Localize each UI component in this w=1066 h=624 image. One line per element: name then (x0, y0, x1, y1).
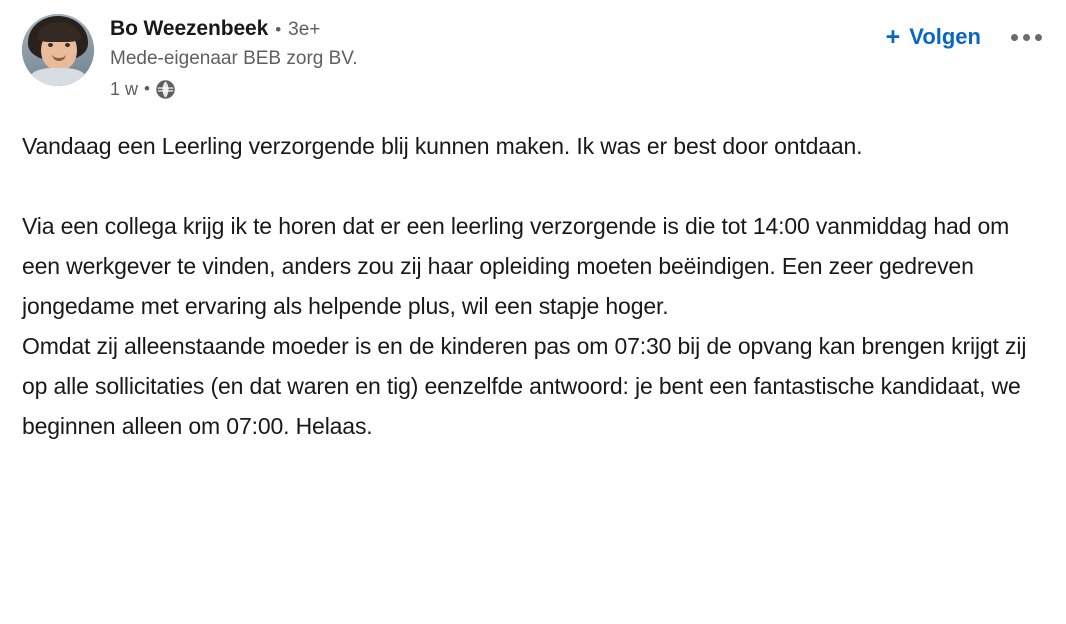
ellipsis-dot-1 (1011, 34, 1018, 41)
avatar-eye-right (65, 43, 70, 47)
post-paragraph-2: Via een collega krijg ik te horen dat er een leerling verzorgende is die tot 14:00 vanmiddag had om een werkgever te vinden, anders zou zij haar opleiding moeten beëindigen. Een zeer gedreven jongedame met ervaring als helpende plus, wil een stapje hoger. (22, 213, 1010, 319)
ellipsis-dot-2 (1023, 34, 1030, 41)
avatar-eye-left (48, 43, 53, 47)
globe-icon (156, 80, 175, 99)
follow-button-label: Volgen (909, 24, 981, 49)
post-author-block (110, 14, 358, 100)
author-headline: Mede-eigenaar BEB zorg BV. (110, 48, 358, 69)
avatar[interactable] (22, 14, 94, 86)
more-options-button[interactable] (1009, 24, 1044, 51)
avatar-shoulders (30, 68, 86, 86)
author-degree: 3e+ (288, 19, 321, 40)
post-content (22, 126, 1044, 446)
author-name-row (110, 16, 358, 43)
author-name[interactable]: Bo Weezenbeek (110, 17, 269, 40)
ellipsis-dot-3 (1035, 34, 1042, 41)
paragraph-spacer (22, 166, 1044, 206)
meta-separator: • (144, 79, 150, 98)
post-paragraph-3: Omdat zij alleenstaande moeder is en de kinderen pas om 07:30 bij de opvang kan brengen krijgt zij op alle sollicitaties (en dat waren en tig) eenzelfde antwoord: je bent een fantastische kandidaat, we beginnen alleen om 07:00. Helaas. (22, 333, 1027, 439)
post-header (22, 14, 1044, 100)
post-paragraph-1: Vandaag een Leerling verzorgende blij kunnen maken. Ik was er best door ontdaan. (22, 133, 863, 159)
follow-button[interactable] (880, 20, 987, 54)
post-meta (110, 78, 358, 100)
author-separator: • (275, 20, 282, 39)
plus-icon: + (885, 23, 901, 51)
post-timestamp: 1 w (110, 79, 139, 99)
post-header-actions (880, 20, 1044, 54)
